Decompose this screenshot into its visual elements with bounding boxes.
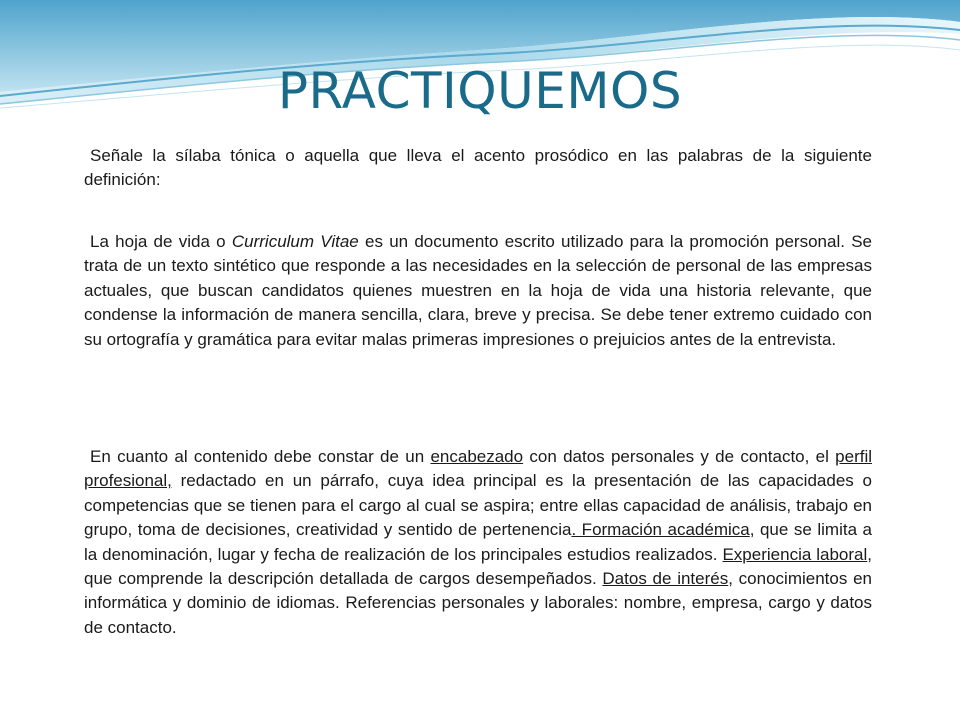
p2-underlined-datos: Datos de interés [602, 569, 729, 589]
p2-underlined-perfil: perfil profesional, [84, 447, 873, 491]
p1-italic-term: Curriculum Vitae [231, 232, 359, 251]
p2-underlined-experiencia: Experiencia laboral [722, 544, 868, 564]
p2-text-2: con datos personales y de contacto, el [523, 447, 836, 466]
definition-paragraph-1 [84, 230, 872, 352]
paragraph-2 [84, 445, 872, 640]
definition-paragraph-2 [84, 445, 872, 640]
p2-underlined-encabezado: encabezado [430, 447, 524, 466]
p1-text-1: La hoja de vida o [90, 232, 232, 251]
p2-underlined-formacion: . Formación académica [571, 520, 750, 540]
p1-text-2: es un documento escrito utilizado para la promoción personal. Se trata de un texto sintético que responde a las necesidades en la selección de personal de las empresas actuales, que buscan candidatos quienes muestren en la hoja de vida una historia relevante, que condense la información de manera sencilla, clara, breve y precisa. Se debe tener extremo cuidado con su ortografía y gramática para evitar malas primeras impresiones o prejuicios antes de la entrevista. [84, 232, 873, 349]
instruction-text [84, 144, 872, 193]
p2-text-4: , que se limita a la denominación, lugar y fecha de realización de los principales estudios realizados. [84, 520, 872, 564]
p2-text-6: , conocimientos en informática y dominio de idiomas. Referencias personales y laborales: nombre, empresa, cargo y datos de contacto. [84, 569, 872, 637]
instruction-paragraph: Señale la sílaba tónica o aquella que lleva el acento prosódico en las palabras de la siguiente definición: [84, 146, 872, 190]
p2-text-5: , que comprende la descripción detallada de cargos desempeñados. [84, 544, 872, 589]
p2-text-3: redactado en un párrafo, cuya idea principal es la presentación de las capacidades o competencias que se tienen para el cargo al cual se aspira; entre ellas capacidad de análisis, trabajo en grupo, toma de decisiones, creatividad y sentido de pertenencia [84, 471, 872, 540]
p2-text-1: En cuanto al contenido debe constar de un [90, 447, 431, 466]
paragraph-1 [84, 230, 872, 352]
slide-title: PRACTIQUEMOS [277, 62, 683, 120]
